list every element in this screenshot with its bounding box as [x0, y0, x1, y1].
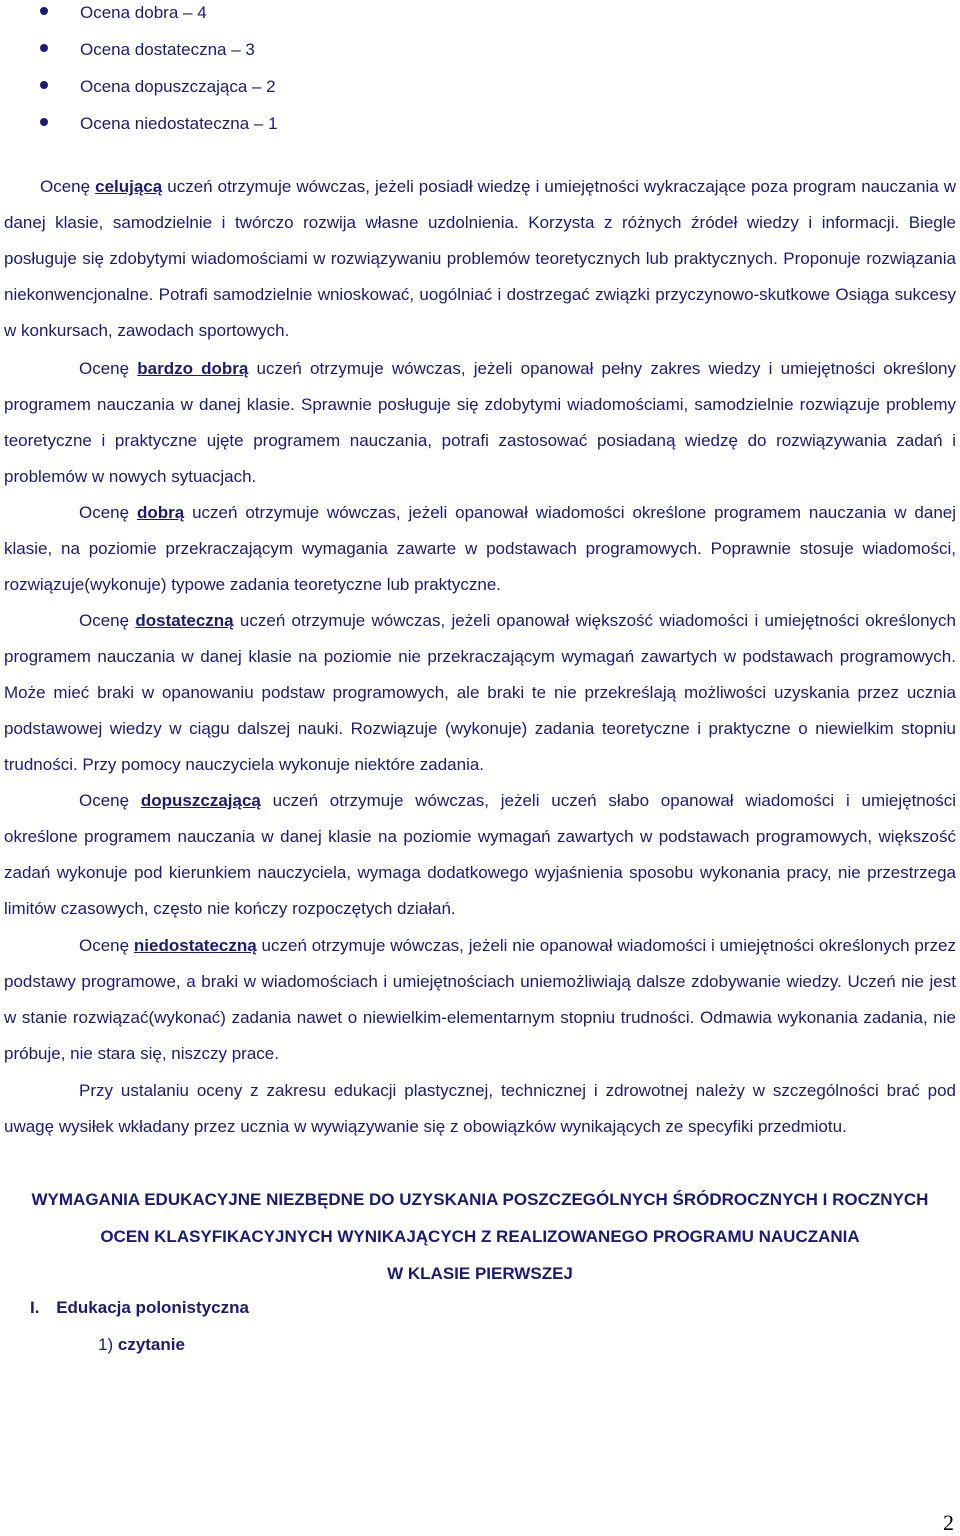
grade-name: celującą: [95, 177, 163, 196]
paragraph-plastyczna: Przy ustalaniu oceny z zakresu edukacji plastycznej, technicznej i zdrowotnej należy w szczególności brać pod uwagę wysiłek wkładany przez ucznia w wywiązywanie się z obowiązków wynikających ze specyfiki przedmiotu.: [4, 1081, 956, 1136]
list-item-text: Ocena niedostateczna – 1: [80, 114, 278, 133]
paragraph-lead: Ocenę: [79, 936, 134, 955]
subsection-heading: [98, 1333, 185, 1357]
page-number: 2: [943, 1510, 954, 1535]
section-number: I.: [30, 1298, 40, 1317]
paragraph-celujaca: [4, 169, 956, 349]
paragraph-body: uczeń otrzymuje wówczas, jeżeli posiadł wiedzę i umiejętności wykraczające poza program nauczania w danej klasie, samodzielnie i twórczo rozwija własne uzdolnienia. Korzysta z różnych źródeł wiedzy i informacji. Biegle posługuje się zdobytymi wiadomościami w rozwiązywaniu problemów teoretycznych lub praktycznych. Proponuje rozwiązania niekonwencjonalne. Potrafi samodzielnie wnioskować, uogólniać i dostrzegać związki przyczynowo-skutkowe Osiąga sukcesy w konkursach, zawodach sportowych.: [4, 177, 956, 340]
paragraph-dopuszczajaca: [4, 783, 956, 927]
paragraph-lead: Ocenę: [79, 611, 136, 630]
paragraph-body: uczeń otrzymuje wówczas, jeżeli opanował pełny zakres wiedzy i umiejętności określony programem nauczania w danej klasie. Sprawnie posługuje się zdobytymi wiadomościami, samodzielnie rozwiązuje problemy teoretyczne i praktyczne ujęte programem nauczania, potrafi zastosować posiadaną wiedzę do rozwiązywania zadań i problemów w nowych sytuacjach.: [4, 359, 957, 486]
section-title: Edukacja polonistyczna: [56, 1298, 249, 1317]
paragraph-body: uczeń otrzymuje wówczas, jeżeli nie opanował wiadomości i umiejętności określonych przez podstawy programowe, a braki w wiadomościach i umiejętnościach uniemożliwiają dalsze zdobywanie wiedzy. Uczeń nie jest w stanie rozwiązać(wykonać) zadania nawet o niewielkim-elementarnym stopniu trudności. Odmawia wykonania zadania, nie próbuje, nie stara się, niszczy prace.: [4, 936, 956, 1063]
bullet-icon: [40, 118, 48, 126]
bullet-icon: [40, 44, 48, 52]
bullet-icon: [40, 7, 48, 15]
paragraph-body: uczeń otrzymuje wówczas, jeżeli uczeń słabo opanował wiadomości i umiejętności określone programem nauczania w danej klasie na poziomie wymagań zawartych w podstawach programowych, większość zadań wykonuje pod kierunkiem nauczyciela, wymaga dodatkowego wyjaśnienia sposobu wykonania pracy, nie przestrzega limitów czasowych, często nie kończy rozpoczętych działań.: [4, 791, 956, 918]
list-item-text: Ocena dostateczna – 3: [80, 40, 255, 59]
paragraph-dobra: [4, 495, 956, 603]
requirements-heading-line-2: OCEN KLASYFIKACYJNYCH WYNIKAJĄCYCH Z REALIZOWANEGO PROGRAMU NAUCZANIA: [100, 1227, 860, 1246]
paragraph-lead: Ocenę: [79, 791, 141, 810]
paragraph-body: uczeń otrzymuje wówczas, jeżeli opanował większość wiadomości i umiejętności określonych programem nauczania w danej klasie na poziomie nie przekraczającym wymagań zawartych w podstawach programowych. Może mieć braki w opanowaniu podstaw programowych, ale braki te nie przekreślają możliwości uzyskania przez ucznia podstawowej wiedzy w ciągu dalszej nauki. Rozwiązuje (wykonuje) zadania teoretyczne i praktyczne o niewielkim stopniu trudności. Przy pomocy nauczyciela wykonuje niektóre zadania.: [4, 611, 956, 774]
grade-name: dopuszczającą: [140, 791, 261, 810]
list-item-text: Ocena dopuszczająca – 2: [80, 77, 276, 96]
section-heading: [30, 1296, 249, 1320]
grade-name: niedostateczną: [133, 936, 257, 955]
subsection-title: czytanie: [117, 1335, 185, 1354]
paragraph-lead: Ocenę: [40, 177, 96, 196]
grade-name: bardzo dobrą: [137, 359, 249, 378]
paragraph-lead: Ocenę: [79, 359, 138, 378]
requirements-heading-line-1: WYMAGANIA EDUKACYJNE NIEZBĘDNE DO UZYSKANIA POSZCZEGÓLNYCH ŚRÓDROCZNYCH I ROCZNYCH: [31, 1190, 929, 1209]
paragraph-niedostateczna: [4, 928, 956, 1072]
subsection-number: 1): [98, 1335, 114, 1354]
paragraph-body: uczeń otrzymuje wówczas, jeżeli opanował wiadomości określone programem nauczania w danej klasie, na poziomie przekraczającym wymagania zawarte w podstawach programowych. Poprawnie stosuje wiadomości, rozwiązuje(wykonuje) typowe zadania teoretyczne lub praktyczne.: [4, 503, 957, 594]
list-item-text: Ocena dobra – 4: [80, 3, 207, 22]
grade-name: dostateczną: [135, 611, 234, 630]
paragraph-dostateczna: [4, 603, 956, 783]
paragraph-lead: Ocenę: [79, 503, 137, 522]
requirements-heading-line-3: W KLASIE PIERWSZEJ: [387, 1264, 573, 1283]
bullet-icon: [40, 81, 48, 89]
paragraph-bardzo-dobra: [4, 351, 956, 495]
grade-name: dobrą: [136, 503, 185, 522]
